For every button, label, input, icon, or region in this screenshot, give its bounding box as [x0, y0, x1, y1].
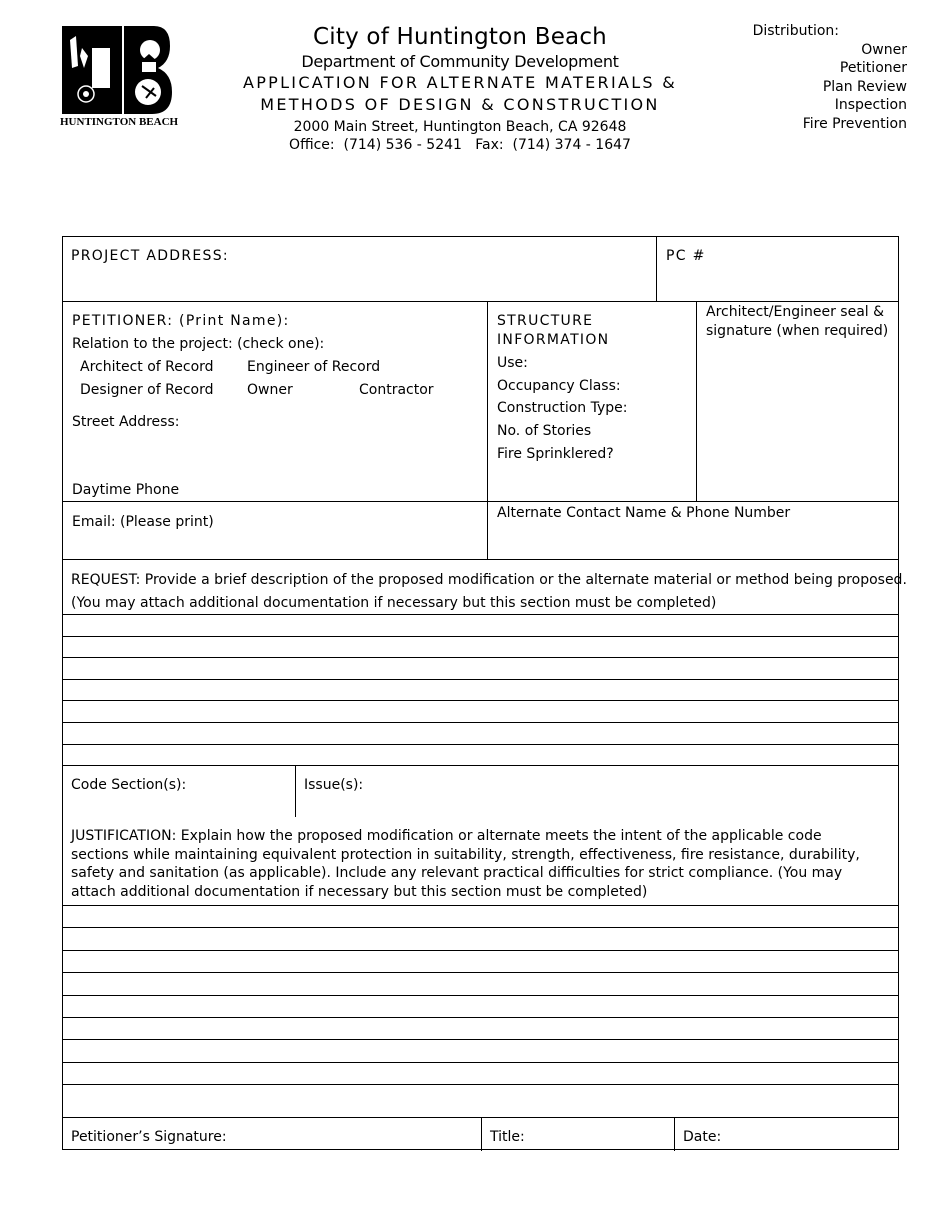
divider: [696, 301, 697, 502]
signature-label: Petitioner’s Signature:: [71, 1129, 227, 1145]
writing-line: [63, 636, 898, 637]
request-note: (You may attach additional documentation if necessary but this section must be completed): [71, 595, 717, 611]
writing-line: [63, 614, 898, 615]
divider: [481, 1117, 482, 1151]
writing-line: [63, 744, 898, 745]
divider: [674, 1117, 675, 1151]
application-form: [62, 236, 907, 1150]
writing-line: [63, 950, 898, 951]
use-label: Use:: [497, 355, 528, 371]
date-label: Date:: [683, 1129, 722, 1145]
option-contractor[interactable]: Contractor: [359, 382, 434, 398]
writing-line: [63, 700, 898, 701]
option-engineer[interactable]: Engineer of Record: [247, 359, 381, 375]
option-architect[interactable]: Architect of Record: [80, 359, 214, 375]
structure-title: INFORMATION: [497, 332, 610, 348]
form-title-line1: APPLICATION FOR ALTERNATE MATERIALS &: [242, 73, 678, 92]
divider: [63, 765, 898, 766]
divider: [487, 301, 488, 560]
distribution-item: Fire Prevention: [802, 115, 907, 132]
option-designer[interactable]: Designer of Record: [80, 382, 214, 398]
issues-label: Issue(s):: [304, 777, 364, 793]
distribution-item: Owner: [861, 41, 907, 58]
title-label: Title:: [490, 1129, 525, 1145]
divider: [295, 765, 296, 817]
daytime-phone-label: Daytime Phone: [72, 482, 180, 498]
distribution-item: Inspection: [834, 97, 907, 113]
option-owner[interactable]: Owner: [247, 382, 293, 398]
alternate-contact-label: Alternate Contact Name & Phone Number: [497, 505, 791, 521]
sprinklered-label: Fire Sprinklered?: [497, 446, 614, 462]
writing-line: [63, 1039, 898, 1040]
writing-line: [63, 1084, 898, 1085]
code-sections-label: Code Section(s):: [71, 777, 187, 793]
logo-caption: HUNTINGTON BEACH: [60, 116, 179, 128]
writing-line: [63, 657, 898, 658]
request-label: REQUEST: Provide a brief description of the proposed modification or the alternate material or method being proposed.: [71, 572, 907, 588]
stories-label: No. of Stories: [497, 423, 592, 439]
department-name: Department of Community Development: [301, 52, 619, 71]
distribution-list: [753, 22, 907, 133]
structure-title: STRUCTURE: [497, 313, 594, 329]
divider: [656, 237, 657, 302]
city-title: City of Huntington Beach: [313, 24, 607, 50]
writing-line: [63, 1017, 898, 1018]
pc-number-label: PC #: [666, 248, 706, 264]
office-address: 2000 Main Street, Huntington Beach, CA 92648: [293, 119, 627, 135]
email-label: Email: (Please print): [72, 514, 214, 530]
divider: [63, 301, 898, 302]
writing-line: [63, 1062, 898, 1063]
seal-label: signature (when required): [706, 323, 889, 339]
divider: [63, 559, 898, 560]
occupancy-label: Occupancy Class:: [497, 378, 621, 394]
form-title-line2: METHODS OF DESIGN & CONSTRUCTION: [260, 95, 660, 114]
distribution-title: Distribution:: [752, 23, 839, 39]
construction-type-label: Construction Type:: [497, 400, 628, 416]
writing-line: [63, 905, 898, 906]
city-logo: [60, 26, 179, 128]
writing-line: [63, 927, 898, 928]
distribution-item: Plan Review: [822, 78, 907, 95]
header-block: [230, 22, 690, 154]
writing-line: [63, 972, 898, 973]
relation-label: Relation to the project: (check one):: [72, 336, 325, 352]
seal-label: Architect/Engineer seal &: [706, 304, 885, 320]
distribution-item: Petitioner: [839, 60, 907, 76]
justification-label: JUSTIFICATION: Explain how the proposed modification or alternate meets the intent of the applicable code sections while maintaining equivalent protection in suitability, strength, effectiveness, fire resistance, durability, safety and sanitation (as applicable). Include any relevant practical difficulties for strict compliance. (You may attach additional documentation if necessary but this section must be completed): [71, 828, 860, 900]
divider: [63, 501, 898, 502]
writing-line: [63, 679, 898, 680]
writing-line: [63, 995, 898, 996]
office-phone: Office: (714) 536 - 5241 Fax: (714) 374 - 1647: [289, 137, 631, 153]
project-address-label: PROJECT ADDRESS:: [71, 248, 229, 264]
street-address-label: Street Address:: [72, 414, 180, 430]
petitioner-label: PETITIONER: (Print Name):: [72, 313, 290, 329]
writing-line: [63, 722, 898, 723]
